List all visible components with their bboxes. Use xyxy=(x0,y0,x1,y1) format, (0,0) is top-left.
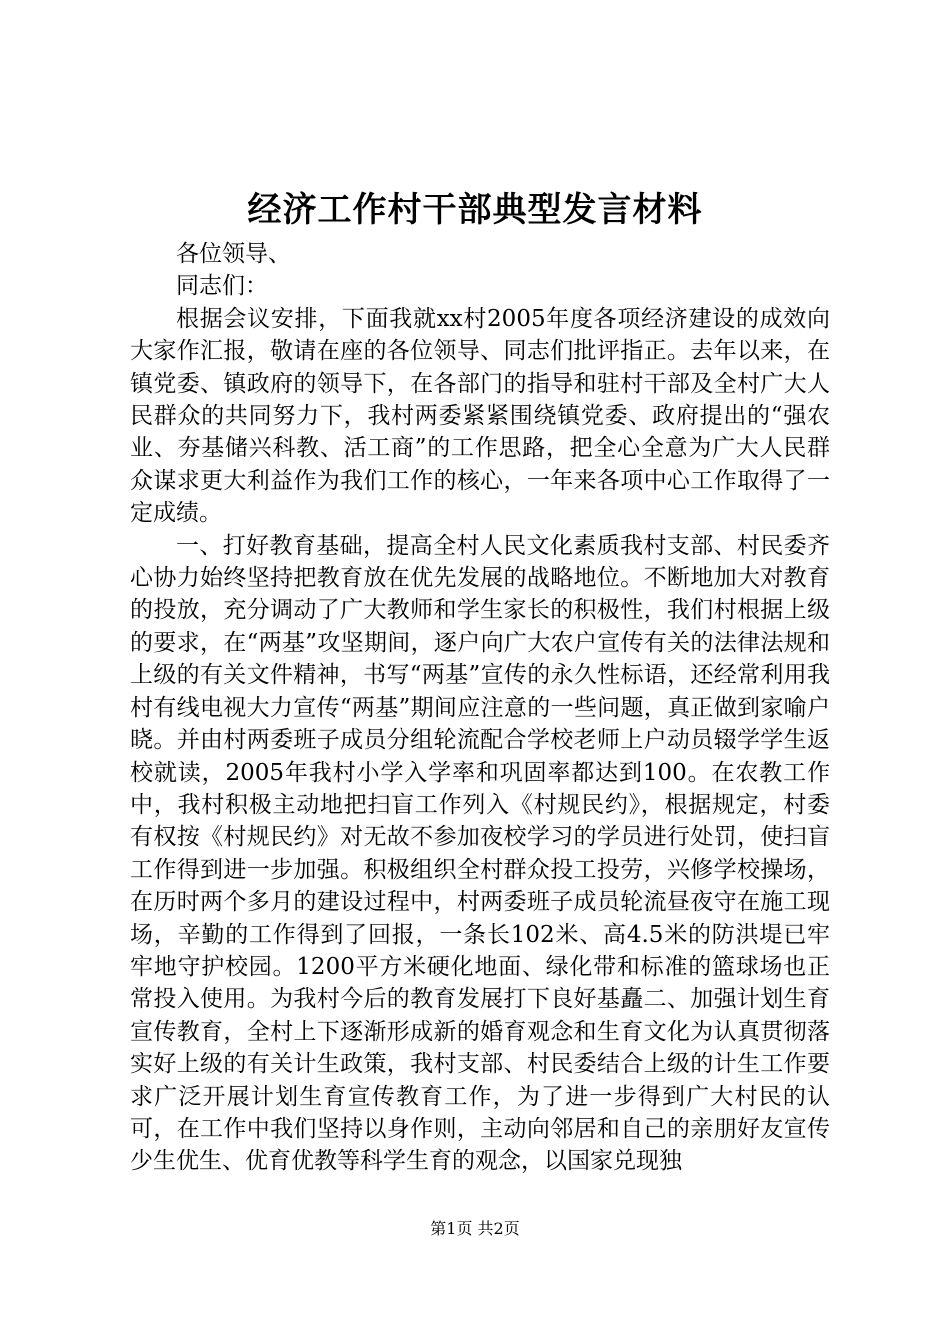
salutation-comrades: 同志们： xyxy=(176,273,268,300)
document-body xyxy=(130,238,830,1178)
salutation-leaders: 各位领导、 xyxy=(176,241,291,267)
document-title: 经济工作村干部典型发言材料 xyxy=(247,190,703,230)
paragraph-intro: 根据会议安排，下面我就xx村2005年度各项经济建设的成效向大家作汇报，敬请在座的各位领导、同志们批评指正。去年以来，在镇党委、镇政府的领导下，在各部门的指导和驻村干部及全村广大人民群众的共同努力下，我村两委紧紧围绕镇党委、政府提出的“强农业、夯基储兴科教、活工商”的工作思路，把全心全意为广大人民群众谋求更大利益作为我们工作的核心，一年来各项中心工作取得了一定成绩。 xyxy=(130,305,830,527)
page-footer: 第1页 共2页 xyxy=(430,1219,520,1238)
paragraph-education: 一、打好教育基础，提高全村人民文化素质我村支部、村民委齐心协力始终坚持把教育放在优先发展的战略地位。不断地加大对教育的投放，充分调动了广大教师和学生家长的积极性，我们村根据上级的要求，在“两基”攻坚期间，逐户向广大农户宣传有关的法律法规和上级的有关文件精神，书写“两基”宣传的永久性标语，还经常利用我村有线电视大力宣传“两基”期间应注意的一些问题，真正做到家喻户晓。并由村两委班子成员分组轮流配合学校老师上户动员辍学学生返校就读，2005年我村小学入学率和巩固率都达到100。在农教工作中，我村积极主动地把扫盲工作列入《村规民约》，根据规定，村委有权按《村规民约》对无故不参加夜校学习的学员进行处罚，使扫盲工作得到进一步加强。积极组织全村群众投工投劳，兴修学校操场，在历时两个多月的建设过程中，村两委班子成员轮流昼夜守在施工现场，辛勤的工作得到了回报，一条长102米、高4.5米的防洪堤已牢牢地守护校园。1200平方米硬化地面、绿化带和标准的篮球场也正常投入使用。为我村今后的教育发展打下良好基矗二、加强计划生育宣传教育，全村上下逐渐形成新的婚育观念和生育文化为认真贯彻落实好上级的有关计生政策，我村支部、村民委结合上级的计生工作要求广泛开展计划生育宣传教育工作，为了进一步得到广大村民的认可，在工作中我们坚持以身作则，主动向邻居和自己的亲朋好友宣传少生优生、优育优教等科学生育的观念，以国家兑现独 xyxy=(130,532,830,1175)
